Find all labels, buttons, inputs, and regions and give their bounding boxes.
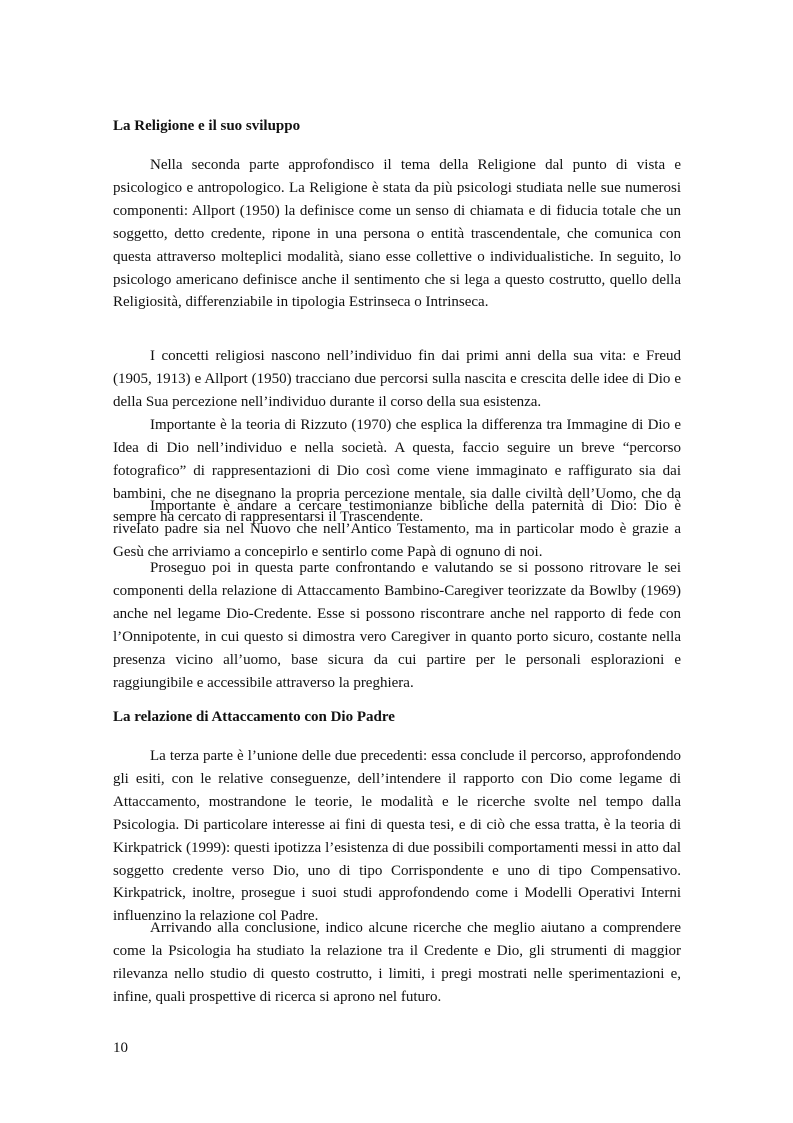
section-heading-religione: La Religione e il suo sviluppo — [113, 118, 301, 134]
page-number: 10 — [113, 1040, 128, 1056]
paragraph-terza-parte: La terza parte è l’unione delle due precedenti: essa conclude il percorso, approfondendo gli esiti, con le relative conseguenze, dell’intendere il rapporto con Dio come legame di Attaccamento, mostrandone le teorie, le modalità e le ricerche svolte nel tempo dalla Psicologia. Di particolare interesse ai fini di questa tesi, e di ciò che essa tratta, è la teoria di Kirkpatrick (1999): questi ipotizza l’esistenza di due possibili comportamenti messi in atto dal soggetto credente verso Dio, uno di tipo Corrispondente e uno di tipo Compensativo. Kirkpatrick, inoltre, prosegue i suoi studi approfondendo come i Modelli Operativi Interni influenzino la relazione col Padre. — [113, 748, 681, 925]
paragraph-conclusione: Arrivando alla conclusione, indico alcune ricerche che meglio aiutano a comprendere come la Psicologia ha studiato la relazione tra il Credente e Dio, gli strumenti di maggior rilevanza nello studio di questo costrutto, i limiti, i pregi mostrati nelle sperimentazioni e, infine, quali prospettive di ricerca si aprono nel futuro. — [113, 920, 681, 1005]
paragraph-paternita-dio: Importante è andare a cercare testimonianze bibliche della paternità di Dio: Dio è rivelato padre sia nel Nuovo che nell’Antico Testamento, ma in particolar modo è grazie a Gesù che arriviamo a concepirlo e sentirlo come Papà di ognuno di noi. — [113, 498, 681, 560]
paragraph-concetti-religiosi: I concetti religiosi nascono nell’individuo fin dai primi anni della sua vita: e Freud (1905, 1913) e Allport (1950) tracciano due percorsi sulla nascita e crescita delle idee di Dio e della Sua percezione nell’individuo durante il corso della sua esistenza. — [113, 348, 681, 410]
paragraph-religione-intro: Nella seconda parte approfondisco il tema della Religione dal punto di vista e psicologico e antropologico. La Religione è stata da più psicologi studiata nelle sue numerosi componenti: Allport (1950) la definisce come un senso di chiamata e di fiducia totale che un soggetto, detto credente, ripone in una persona o entità trascendentale, che comunica con questa attraverso molteplici modalità, siano esse collettive o individualistiche. In seguito, lo psicologo americano definisce anche il sentimento che si lega a questo costrutto, quello della Religiosità, differenziabile in tipologia Estrinseca o Intrinseca. — [113, 157, 681, 311]
paragraph-teoria-rizzuto: Importante è la teoria di Rizzuto (1970) che esplica la differenza tra Immagine di Dio e Idea di Dio nell’individuo e nella società. A questa, faccio seguire un breve “percorso fotografico” di rappresentazioni di Dio così come viene immaginato e raffigurato sia dai bambini, che ne disegnano la propria percezione mentale, sia dalle civiltà dell’Uomo, che da sempre ha cercato di rappresentarsi il Trascendente. — [113, 417, 681, 525]
paragraph-attaccamento-bowlby: Proseguo poi in questa parte confrontando e valutando se si possono ritrovare le sei componenti della relazione di Attaccamento Bambino-Caregiver teorizzate da Bowlby (1969) anche nel legame Dio-Credente. Esse si possono riscontrare anche nel rapporto di fede con l’Onnipotente, in cui questo si dimostra vero Caregiver in quanto porto sicuro, costante nella presenza vicino all’uomo, base sicura da cui partire per le personali esplorazioni e raggiungibile e accessibile attraverso la preghiera. — [113, 560, 681, 691]
section-heading-attaccamento: La relazione di Attaccamento con Dio Padre — [113, 709, 395, 725]
